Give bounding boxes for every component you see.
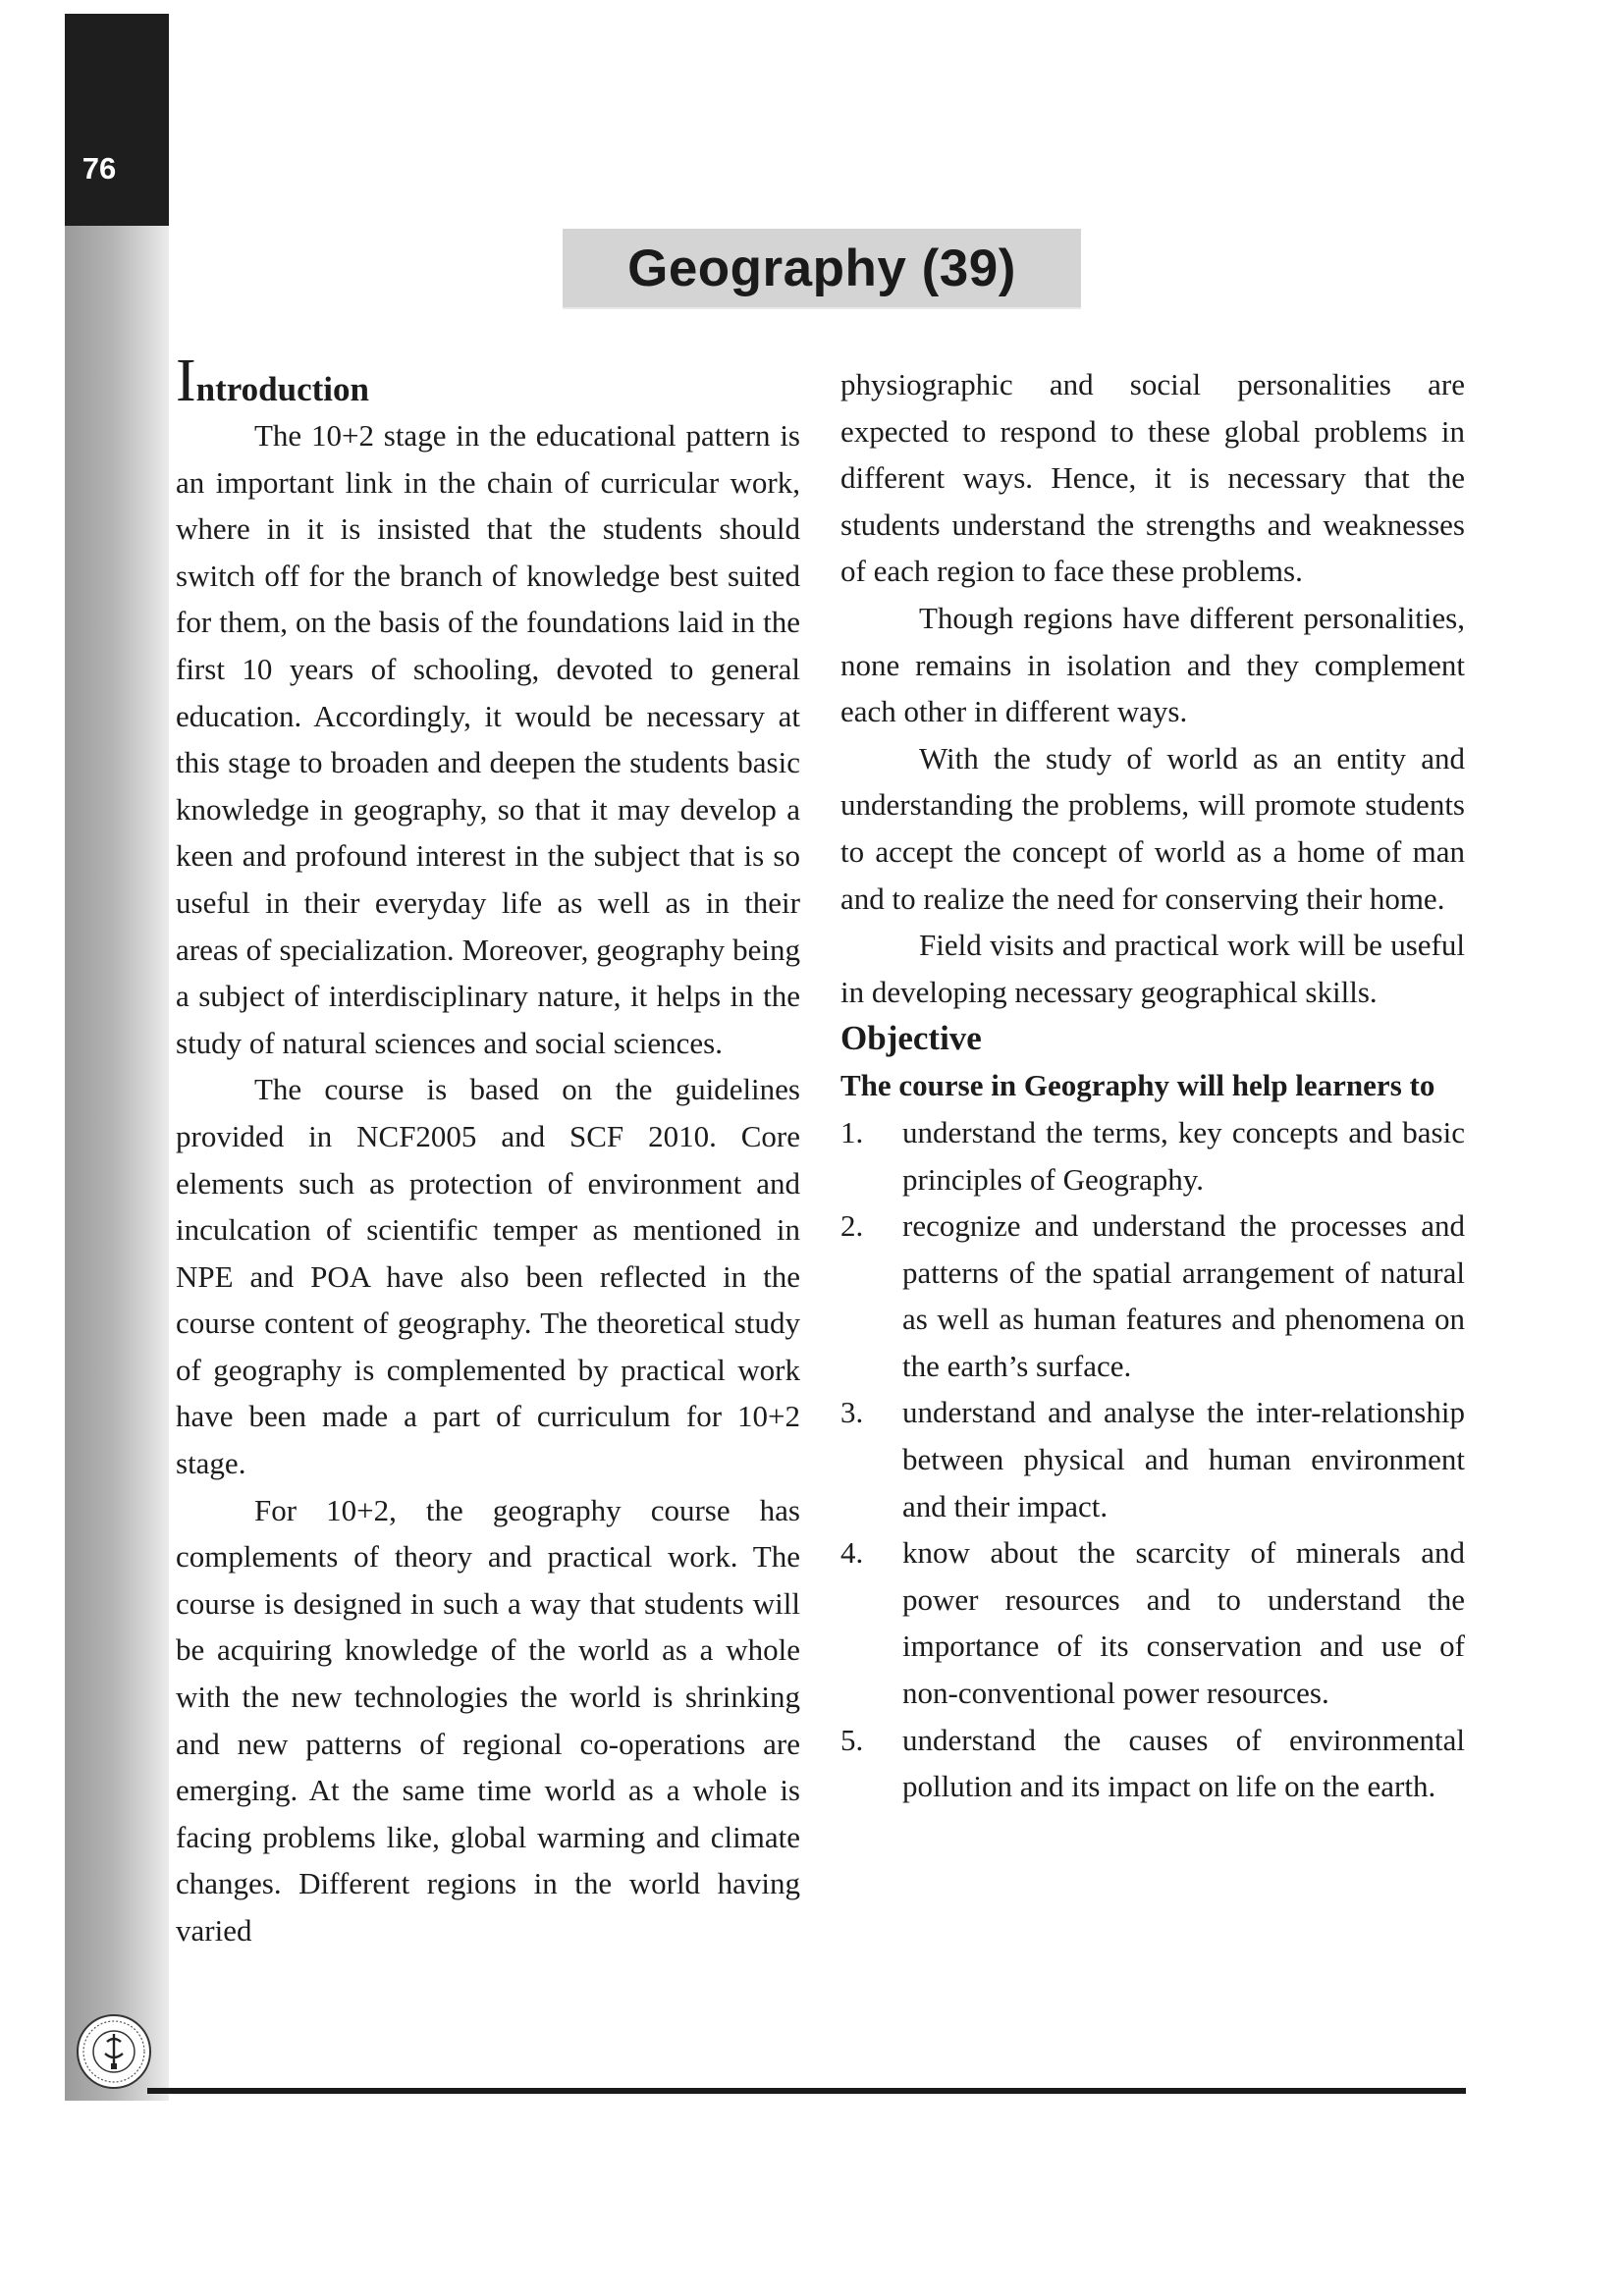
chapter-title: Geography (39) [627, 239, 1016, 297]
list-item [840, 1529, 1465, 1716]
institution-emblem-icon [75, 2012, 153, 2091]
heading-rest: ntroduction [195, 370, 369, 408]
item-text: understand the terms, key concepts and basic principles of Geography. [902, 1114, 1465, 1197]
drop-initial: I [176, 347, 196, 414]
intro-paragraph-7: Field visits and practical work will be useful in developing necessary geographical skills. [840, 928, 1465, 1009]
objective-lead: The course in Geography will help learners to [840, 1068, 1435, 1103]
item-number: 4. [840, 1535, 864, 1571]
item-number: 3. [840, 1395, 864, 1430]
objective-list [840, 1109, 1465, 1810]
list-item [840, 1109, 1465, 1202]
intro-paragraph-4: physiographic and social personalities are expected to respond to these global problems in different ways. Hence, it is necessary that the students understand the strengths and weaknesses of each region to face these problems. [840, 367, 1465, 589]
list-item [840, 1202, 1465, 1389]
objective-heading: Objective [840, 1019, 982, 1058]
introduction-heading [176, 347, 800, 418]
item-text: recognize and understand the processes and patterns of the spatial arrangement of natural as well as human features and phenomena on the earth’s surface. [902, 1208, 1465, 1383]
intro-paragraph-6: With the study of world as an entity and understanding the problems, will promote students to accept the concept of world as a home of man and to realize the need for conserving their home. [840, 740, 1465, 916]
side-margin-band [65, 226, 169, 2101]
page-number-tab [65, 14, 169, 226]
chapter-title-box [563, 229, 1081, 309]
item-text: understand the causes of environmental pollution and its impact on life on the earth. [902, 1722, 1465, 1804]
intro-paragraph-5: Though regions have different personalities, none remains in isolation and they complement each other in different ways. [840, 600, 1465, 729]
item-number: 2. [840, 1208, 864, 1244]
list-item [840, 1717, 1465, 1810]
item-number: 1. [840, 1114, 864, 1149]
left-column [176, 347, 800, 1954]
right-column [840, 361, 1465, 1810]
footer-rule [147, 2088, 1466, 2094]
item-text: understand and analyse the inter-relationship between physical and human environment and their impact. [902, 1395, 1465, 1523]
item-number: 5. [840, 1722, 864, 1757]
list-item [840, 1389, 1465, 1529]
page-number: 76 [81, 151, 117, 186]
intro-paragraph-2: The course is based on the guidelines provided in NCF2005 and SCF 2010. Core elements such as protection of environment and inculcation of scientific temper as mentioned in NPE and POA have also been reflected in the course content of geography. The theoretical study of geography is complemented by practical work have been made a part of curriculum for 10+2 stage. [176, 1072, 800, 1481]
item-text: know about the scarcity of minerals and power resources and to understand the importance of its conservation and use of non-conventional power resources. [902, 1535, 1465, 1711]
intro-paragraph-1: The 10+2 stage in the educational pattern is an important link in the chain of curricular work, where in it is insisted that the students should switch off for the branch of knowledge best suited for them, on the basis of the foundations laid in the first 10 years of schooling, devoted to general education. Accordingly, it would be necessary at this stage to broaden and deepen the students basic knowledge in geography, so that it may develop a keen and profound interest in the subject that is so useful in their everyday life as well as in their areas of specialization. Moreover, geography being a subject of interdisciplinary nature, it helps in the study of natural sciences and social sciences. [176, 418, 800, 1060]
intro-paragraph-3: For 10+2, the geography course has complements of theory and practical work. The course is designed in such a way that students will be acquiring knowledge of the world as a whole with the new technologies the world is shrinking and new patterns of regional co-operations are emerging. At the same time world as a whole is facing problems like, global warming and climate changes. Different regions in the world having varied [176, 1492, 800, 1948]
